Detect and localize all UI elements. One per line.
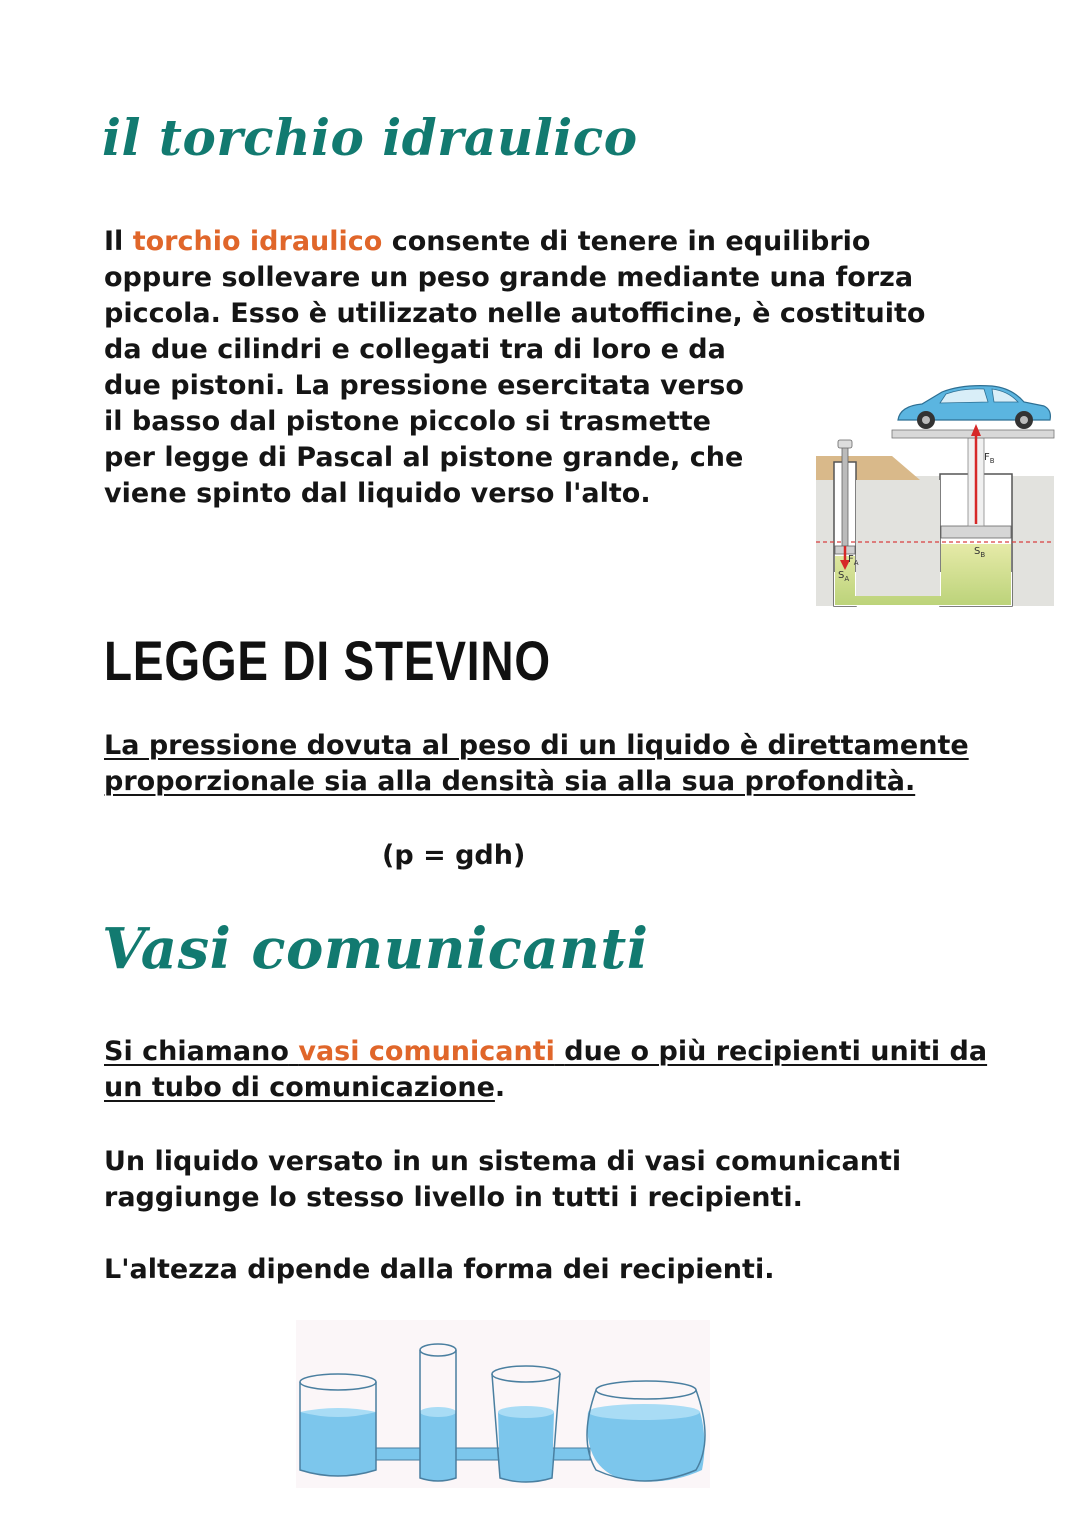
torchio-line: da due cilindri e collegati tra di loro e da <box>104 334 726 365</box>
vasi-para2-line: raggiunge lo stesso livello in tutti i recipienti. <box>104 1182 803 1213</box>
tube-1 <box>376 1448 424 1460</box>
stevino-line: proporzionale sia alla densità sia alla sua profondità. <box>104 766 916 797</box>
separator-wall <box>856 480 940 596</box>
label-fa: $F_A$ <box>848 554 859 567</box>
label-sa: $S_A$ <box>838 570 850 583</box>
vasi-para2-line: Un liquido versato in un sistema di vasi comunicanti <box>104 1146 902 1177</box>
torchio-line: piccola. Esso è utilizzato nelle autofficine, è costituito <box>104 298 926 329</box>
vasi-def-line2-text: un tubo di comunicazione <box>104 1072 495 1103</box>
sand-slope <box>816 456 920 480</box>
stevino-line: La pressione dovuta al peso di un liquido è direttamente <box>104 730 969 761</box>
label-sb: $S_B$ <box>974 546 986 559</box>
hydraulic-press-diagram <box>812 376 1058 608</box>
big-piston <box>941 526 1011 538</box>
vasi-def-line-2 <box>104 1070 987 1106</box>
vasi-paragraph-2 <box>104 1144 901 1216</box>
section-title-stevino: LEGGE DI STEVINO <box>104 629 551 692</box>
vasi-def-line-1 <box>104 1034 987 1070</box>
car-icon <box>898 386 1050 429</box>
torchio-intro: Il <box>104 226 124 257</box>
vasi-def-prefix: Si chiamano <box>104 1036 289 1067</box>
torchio-line: per legge di Pascal al pistone grande, che <box>104 442 744 473</box>
torchio-line: il basso dal pistone piccolo si trasmette <box>104 406 711 437</box>
vasi-def-term: vasi comunicanti <box>298 1036 555 1067</box>
torchio-line: due pistoni. La pressione esercitata verso <box>104 370 744 401</box>
vasi-definition <box>104 1034 987 1106</box>
small-piston-handle <box>838 440 852 448</box>
tube-3 <box>550 1448 590 1460</box>
vasi-def-rest: due o più recipienti uniti da <box>564 1036 988 1067</box>
vasi-paragraph-3: L'altezza dipende dalla forma dei recipienti. <box>104 1254 775 1285</box>
communicating-vessels-illustration <box>296 1320 710 1488</box>
stevino-formula: (p = gdh) <box>382 840 526 871</box>
torchio-line1-rest: consente di tenere in equilibrio <box>391 226 871 257</box>
section-title-vasi: Vasi comunicanti <box>102 916 649 982</box>
stevino-statement <box>104 728 969 800</box>
torchio-line: oppure sollevare un peso grande mediante una forza <box>104 262 914 293</box>
torchio-line-1 <box>104 224 925 260</box>
torchio-paragraph <box>104 224 925 512</box>
torchio-term: torchio idraulico <box>132 226 383 257</box>
tube-2 <box>454 1448 500 1460</box>
section-title-torchio: il torchio idraulico <box>102 108 638 167</box>
vasi-def-end: . <box>494 1072 506 1103</box>
small-piston-rod <box>842 446 848 546</box>
torchio-line: viene spinto dal liquido verso l'alto. <box>104 478 651 509</box>
label-fb: $F_B$ <box>984 452 995 465</box>
